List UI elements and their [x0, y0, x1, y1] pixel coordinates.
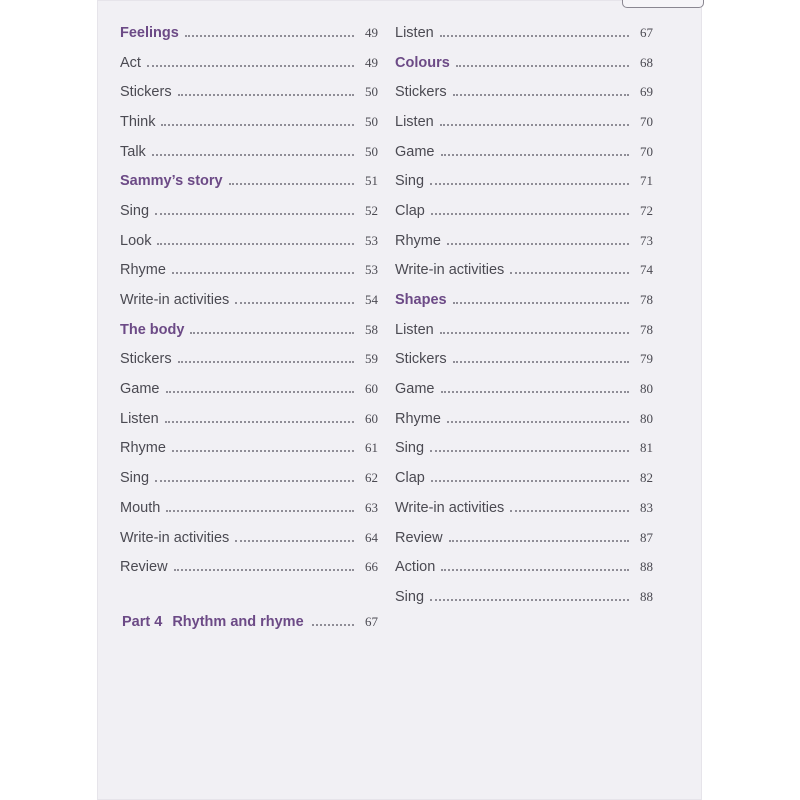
toc-entry-label: Write-in activities: [120, 529, 230, 546]
toc-entry-page-number: 79: [640, 351, 653, 367]
leader-dots: [453, 302, 629, 304]
toc-entry-label: Sing: [395, 173, 425, 190]
toc-entry: [120, 226, 378, 256]
toc-entry: [395, 256, 653, 286]
leader-dots: [155, 480, 354, 482]
toc-entry-page-number: 58: [365, 321, 378, 337]
toc-entry-label: Clap: [395, 470, 425, 487]
leader-dots: [430, 599, 629, 601]
toc-entry: [120, 137, 378, 167]
leader-dots: [190, 332, 354, 334]
toc-entry-label: Feelings: [120, 24, 179, 41]
leader-dots: [453, 94, 629, 96]
toc-entry: [120, 285, 378, 315]
toc-entry-page-number: 50: [365, 143, 378, 159]
toc-entry-page-number: 52: [365, 202, 378, 218]
toc-entry: [395, 18, 653, 48]
toc-entry-page-number: 49: [365, 54, 378, 70]
toc-entry-page-number: 68: [640, 54, 653, 70]
toc-entry: [395, 196, 653, 226]
toc-entry-label: Write-in activities: [395, 262, 505, 279]
toc-entry: [395, 523, 653, 553]
leader-dots: [178, 94, 354, 96]
toc-entry-label: The body: [120, 321, 185, 338]
toc-entry-label: Listen: [120, 410, 159, 427]
toc-entry: [395, 434, 653, 464]
toc-entry-label: Colours: [395, 54, 450, 71]
leader-dots: [166, 510, 354, 512]
toc-entry-label: Rhyme: [120, 440, 166, 457]
toc-entry-page-number: 80: [640, 410, 653, 426]
leader-dots: [449, 540, 629, 542]
toc-entry-page-number: 82: [640, 470, 653, 486]
leader-dots: [174, 569, 354, 571]
toc-entry-page-number: 49: [365, 24, 378, 40]
toc-entry-label: Listen: [395, 113, 434, 130]
toc-entry-label: Stickers: [395, 84, 447, 101]
toc-entry: [395, 226, 653, 256]
toc-entry-page-number: 71: [640, 173, 653, 189]
leader-dots: [178, 361, 354, 363]
toc-entry-label: Review: [395, 529, 443, 546]
toc-entry: [395, 77, 653, 107]
toc-entry-label: Sing: [395, 588, 425, 605]
toc-entry-page-number: 51: [365, 173, 378, 189]
toc-entry-page-number: 78: [640, 321, 653, 337]
toc-entry-label: Rhyme: [395, 410, 441, 427]
toc-entry-page-number: 50: [365, 84, 378, 100]
leader-dots: [147, 65, 354, 67]
toc-entry-page-number: 64: [365, 529, 378, 545]
leader-dots: [447, 421, 629, 423]
toc-entry: [395, 166, 653, 196]
toc-entry: [395, 345, 653, 375]
toc-entry-label: Act: [120, 54, 141, 71]
toc-entry-label: Rhyme: [395, 232, 441, 249]
toc-entry-page-number: 73: [640, 232, 653, 248]
toc-entry-page-number: 53: [365, 262, 378, 278]
toc-entry-page-number: 66: [365, 559, 378, 575]
toc-entry: [120, 77, 378, 107]
toc-entry-page-number: 72: [640, 202, 653, 218]
toc-section-heading: [395, 48, 653, 78]
toc-entry-label: Game: [120, 381, 160, 398]
toc-entry-page-number: 88: [640, 559, 653, 575]
leader-dots: [312, 624, 354, 626]
toc-entry-page-number: 53: [365, 232, 378, 248]
toc-entry: [120, 374, 378, 404]
page-corner-tab: [622, 0, 704, 8]
leader-dots: [229, 183, 354, 185]
toc-entry-label: Talk: [120, 143, 146, 160]
toc-entry: [120, 404, 378, 434]
toc-entry: [395, 552, 653, 582]
toc-entry: [395, 404, 653, 434]
part-page-number: 67: [365, 614, 378, 629]
leader-dots: [440, 332, 629, 334]
leader-dots: [456, 65, 629, 67]
leader-dots: [431, 480, 629, 482]
leader-dots: [166, 391, 355, 393]
toc-entry-page-number: 60: [365, 381, 378, 397]
toc-entry-page-number: 60: [365, 410, 378, 426]
leader-dots: [185, 35, 354, 37]
part-number: Part 4: [122, 614, 163, 630]
toc-entry-label: Listen: [395, 24, 434, 41]
toc-entry-label: Think: [120, 113, 156, 130]
toc-entry-page-number: 61: [365, 440, 378, 456]
toc-left-column: [120, 18, 378, 582]
toc-entry-page-number: 81: [640, 440, 653, 456]
leader-dots: [510, 510, 629, 512]
leader-dots: [441, 569, 629, 571]
toc-entry: [395, 374, 653, 404]
toc-entry-label: Stickers: [120, 84, 172, 101]
toc-entry-page-number: 83: [640, 499, 653, 515]
toc-section-heading: [120, 18, 378, 48]
toc-entry-page-number: 54: [365, 292, 378, 308]
leader-dots: [431, 213, 629, 215]
toc-entry-label: Stickers: [395, 351, 447, 368]
leader-dots: [172, 272, 354, 274]
toc-right-column: [395, 18, 653, 612]
toc-entry-label: Shapes: [395, 292, 447, 309]
toc-entry: [120, 493, 378, 523]
toc-entry: [120, 463, 378, 493]
leader-dots: [440, 35, 629, 37]
toc-entry-page-number: 63: [365, 499, 378, 515]
toc-entry-label: Write-in activities: [120, 292, 230, 309]
leader-dots: [172, 450, 354, 452]
leader-dots: [447, 243, 629, 245]
toc-entry-page-number: 70: [640, 143, 653, 159]
toc-entry: [120, 552, 378, 582]
toc-entry-page-number: 62: [365, 470, 378, 486]
toc-entry-label: Sing: [395, 440, 425, 457]
toc-entry-page-number: 80: [640, 381, 653, 397]
leader-dots: [441, 391, 630, 393]
toc-entry: [120, 256, 378, 286]
toc-entry-page-number: 88: [640, 588, 653, 604]
leader-dots: [161, 124, 354, 126]
toc-entry-label: Mouth: [120, 499, 161, 516]
leader-dots: [440, 124, 629, 126]
toc-entry-label: Sing: [120, 202, 150, 219]
toc-entry-page-number: 78: [640, 292, 653, 308]
toc-part-heading: [122, 614, 378, 630]
toc-entry-label: Write-in activities: [395, 499, 505, 516]
toc-entry: [120, 48, 378, 78]
toc-entry-page-number: 59: [365, 351, 378, 367]
toc-entry: [395, 137, 653, 167]
toc-entry: [395, 493, 653, 523]
toc-entry: [120, 196, 378, 226]
part-title: Rhythm and rhyme: [172, 614, 304, 630]
toc-entry: [120, 434, 378, 464]
toc-entry: [120, 523, 378, 553]
leader-dots: [441, 154, 630, 156]
leader-dots: [510, 272, 629, 274]
toc-entry-label: Action: [395, 559, 436, 576]
toc-entry-label: Sammy’s story: [120, 173, 223, 190]
toc-entry-page-number: 74: [640, 262, 653, 278]
toc-section-heading: [120, 166, 378, 196]
toc-entry-label: Game: [395, 381, 435, 398]
leader-dots: [235, 540, 354, 542]
toc-entry: [395, 463, 653, 493]
leader-dots: [152, 154, 354, 156]
toc-entry: [395, 315, 653, 345]
toc-entry-page-number: 67: [640, 24, 653, 40]
leader-dots: [165, 421, 354, 423]
toc-entry-page-number: 50: [365, 113, 378, 129]
leader-dots: [157, 243, 354, 245]
toc-entry-label: Stickers: [120, 351, 172, 368]
toc-section-heading: [395, 285, 653, 315]
leader-dots: [430, 450, 629, 452]
toc-entry-label: Sing: [120, 470, 150, 487]
toc-entry: [395, 582, 653, 612]
leader-dots: [453, 361, 629, 363]
toc-entry: [395, 107, 653, 137]
toc-entry-label: Review: [120, 559, 168, 576]
leader-dots: [155, 213, 354, 215]
toc-section-heading: [120, 315, 378, 345]
toc-entry: [120, 345, 378, 375]
toc-entry-label: Game: [395, 143, 435, 160]
toc-entry-page-number: 69: [640, 84, 653, 100]
toc-entry-page-number: 87: [640, 529, 653, 545]
toc-entry-label: Clap: [395, 202, 425, 219]
leader-dots: [430, 183, 629, 185]
toc-entry-label: Listen: [395, 321, 434, 338]
leader-dots: [235, 302, 354, 304]
toc-entry: [120, 107, 378, 137]
toc-entry-page-number: 70: [640, 113, 653, 129]
toc-entry-label: Rhyme: [120, 262, 166, 279]
toc-entry-label: Look: [120, 232, 152, 249]
